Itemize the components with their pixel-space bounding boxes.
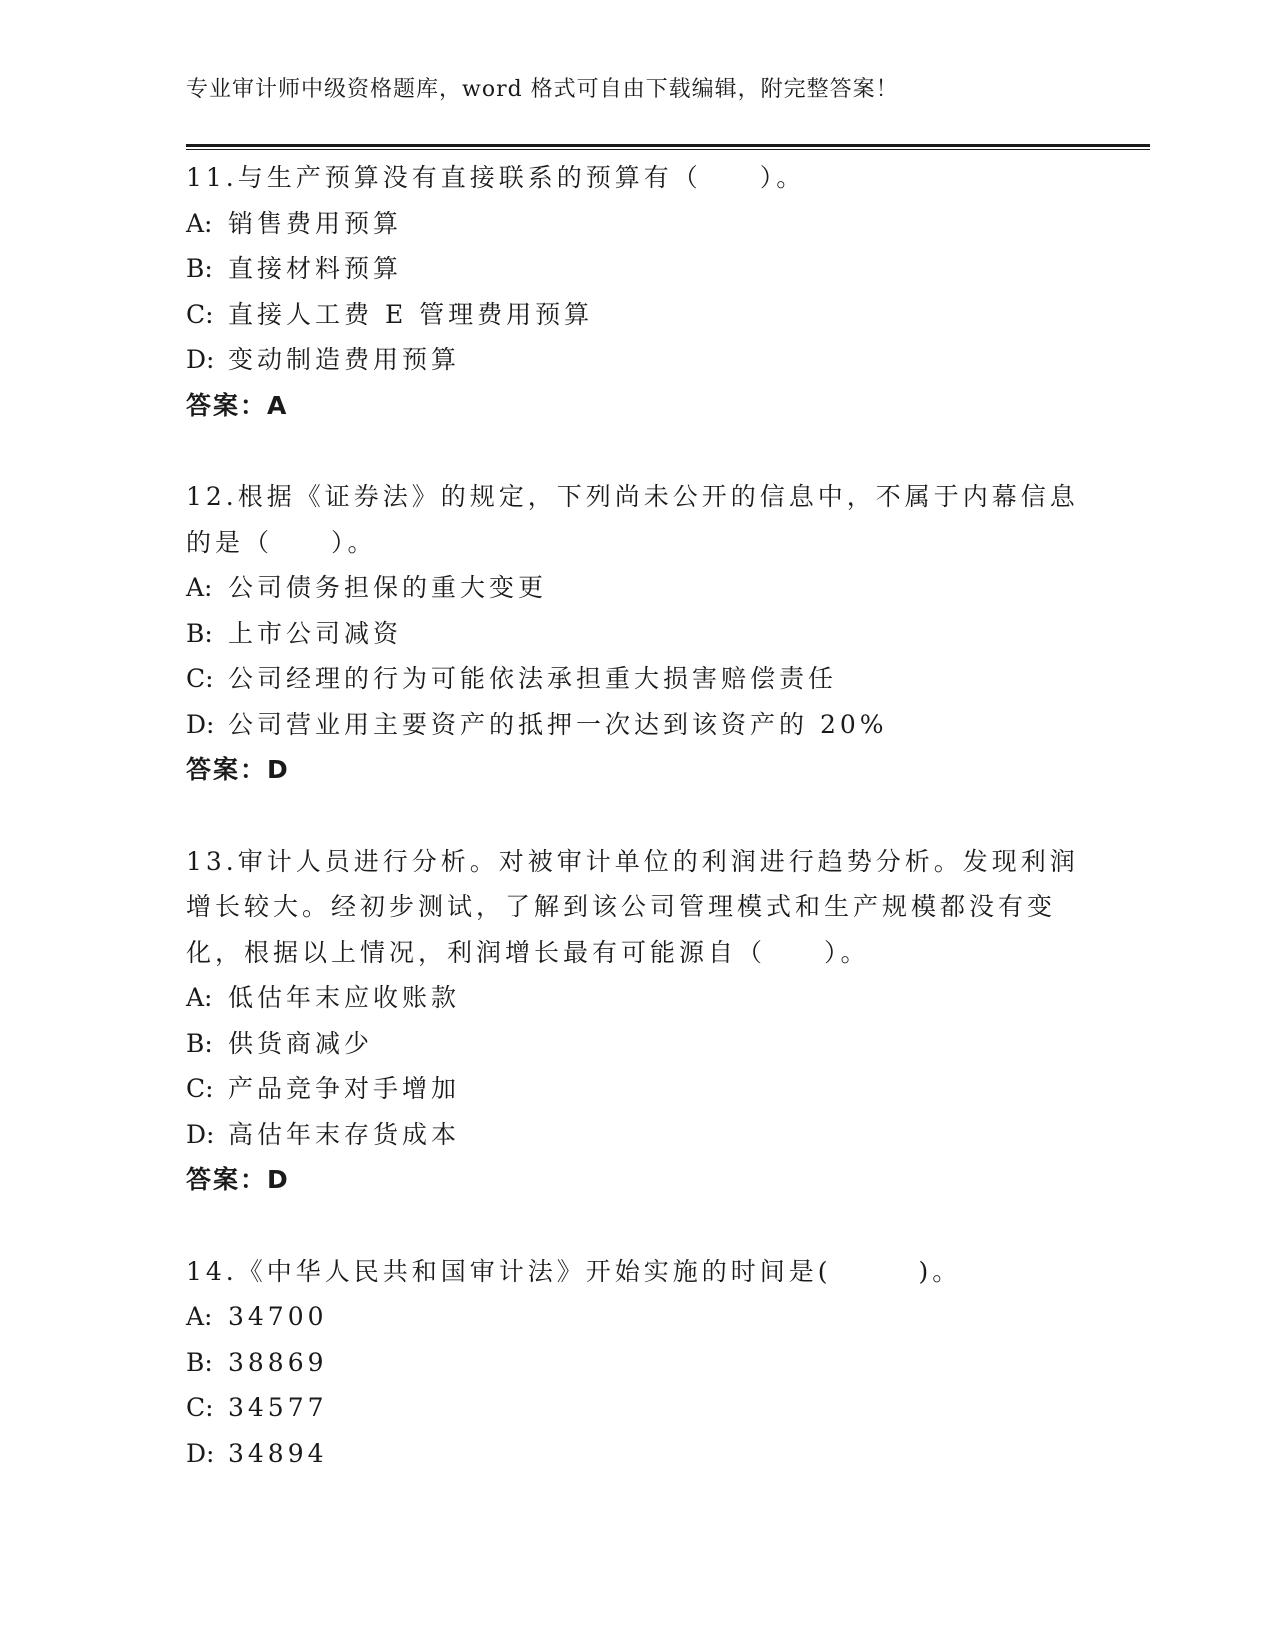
option-text: 直接人工费 E 管理费用预算 xyxy=(228,299,594,329)
question-list xyxy=(186,155,1086,1522)
answer-option xyxy=(186,201,1086,247)
answer-key: 答案：D xyxy=(186,755,290,784)
option-letter: A: xyxy=(186,983,213,1012)
question-block xyxy=(186,1249,1086,1477)
answer-option xyxy=(186,1112,1086,1158)
option-text: 直接材料预算 xyxy=(228,254,403,283)
option-text: 产品竞争对手增加 xyxy=(228,1074,461,1103)
answer-option xyxy=(186,292,1086,338)
question-stem xyxy=(186,839,1086,976)
option-letter: A: xyxy=(186,1302,213,1331)
answer-option xyxy=(186,246,1086,292)
option-letter: C: xyxy=(186,299,214,329)
option-letter: D: xyxy=(186,1119,215,1149)
answer-option xyxy=(186,975,1086,1021)
answer-option xyxy=(186,1294,1086,1340)
option-text: 销售费用预算 xyxy=(228,208,403,238)
option-text: 供货商减少 xyxy=(228,1028,374,1058)
option-text: 上市公司减资 xyxy=(228,618,403,648)
question-stem-line: 12.根据《证券法》的规定，下列尚未公开的信息中，不属于内幕信息 xyxy=(186,482,1079,511)
option-letter: D: xyxy=(186,1438,215,1468)
answer-option xyxy=(186,611,1086,657)
question-stem-line: 11.与生产预算没有直接联系的预算有（ ）。 xyxy=(186,163,806,192)
option-letter: C: xyxy=(186,1393,214,1422)
question-stem xyxy=(186,1249,1086,1295)
option-letter: B: xyxy=(186,254,213,283)
header-rule xyxy=(186,144,1150,150)
option-text: 高估年末存货成本 xyxy=(228,1119,461,1149)
question-block xyxy=(186,839,1086,1203)
question-stem xyxy=(186,474,1086,565)
answer-key: 答案：A xyxy=(186,390,289,420)
option-letter: C: xyxy=(186,1074,214,1103)
option-text: 公司营业用主要资产的抵押一次达到该资产的 20% xyxy=(228,709,888,739)
option-letter: A: xyxy=(186,208,213,238)
answer-option xyxy=(186,702,1086,748)
question-block xyxy=(186,155,1086,428)
answer-option xyxy=(186,656,1086,702)
header-rule-thin xyxy=(186,149,1150,150)
question-stem-line: 的是（ ）。 xyxy=(186,527,377,557)
answer-option xyxy=(186,1385,1086,1431)
answer-option xyxy=(186,1431,1086,1477)
option-letter: D: xyxy=(186,709,215,739)
header-rule-thick xyxy=(186,144,1150,147)
option-text: 34894 xyxy=(228,1438,328,1468)
option-text: 公司经理的行为可能依法承担重大损害赔偿责任 xyxy=(228,664,838,693)
option-letter: C: xyxy=(186,664,214,693)
answer-option xyxy=(186,1066,1086,1112)
question-stem-line: 化，根据以上情况，利润增长最有可能源自（ ）。 xyxy=(186,937,870,967)
question-block xyxy=(186,474,1086,793)
answer-option xyxy=(186,1340,1086,1386)
option-text: 38869 xyxy=(228,1347,328,1377)
answer-key: 答案：D xyxy=(186,1165,290,1194)
option-letter: D: xyxy=(186,345,215,374)
option-text: 34577 xyxy=(228,1393,328,1422)
question-stem-line: 14.《中华人民共和国审计法》开始实施的时间是( )。 xyxy=(186,1256,962,1286)
option-text: 公司债务担保的重大变更 xyxy=(228,573,548,602)
option-text: 低估年末应收账款 xyxy=(228,983,461,1012)
option-text: 34700 xyxy=(228,1302,328,1331)
answer-option xyxy=(186,1021,1086,1067)
option-text: 变动制造费用预算 xyxy=(228,345,461,374)
option-letter: B: xyxy=(186,1347,213,1377)
answer-option xyxy=(186,565,1086,611)
question-stem-line: 13.审计人员进行分析。对被审计单位的利润进行趋势分析。发现利润 xyxy=(186,846,1079,876)
page-header: 专业审计师中级资格题库，word 格式可自由下载编辑，附完整答案！ xyxy=(186,77,899,102)
question-stem-line: 增长较大。经初步测试，了解到该公司管理模式和生产规模都没有变 xyxy=(186,892,1057,921)
option-letter: B: xyxy=(186,618,213,648)
question-stem xyxy=(186,155,1086,201)
answer-option xyxy=(186,337,1086,383)
option-letter: B: xyxy=(186,1028,213,1058)
option-letter: A: xyxy=(186,573,213,602)
